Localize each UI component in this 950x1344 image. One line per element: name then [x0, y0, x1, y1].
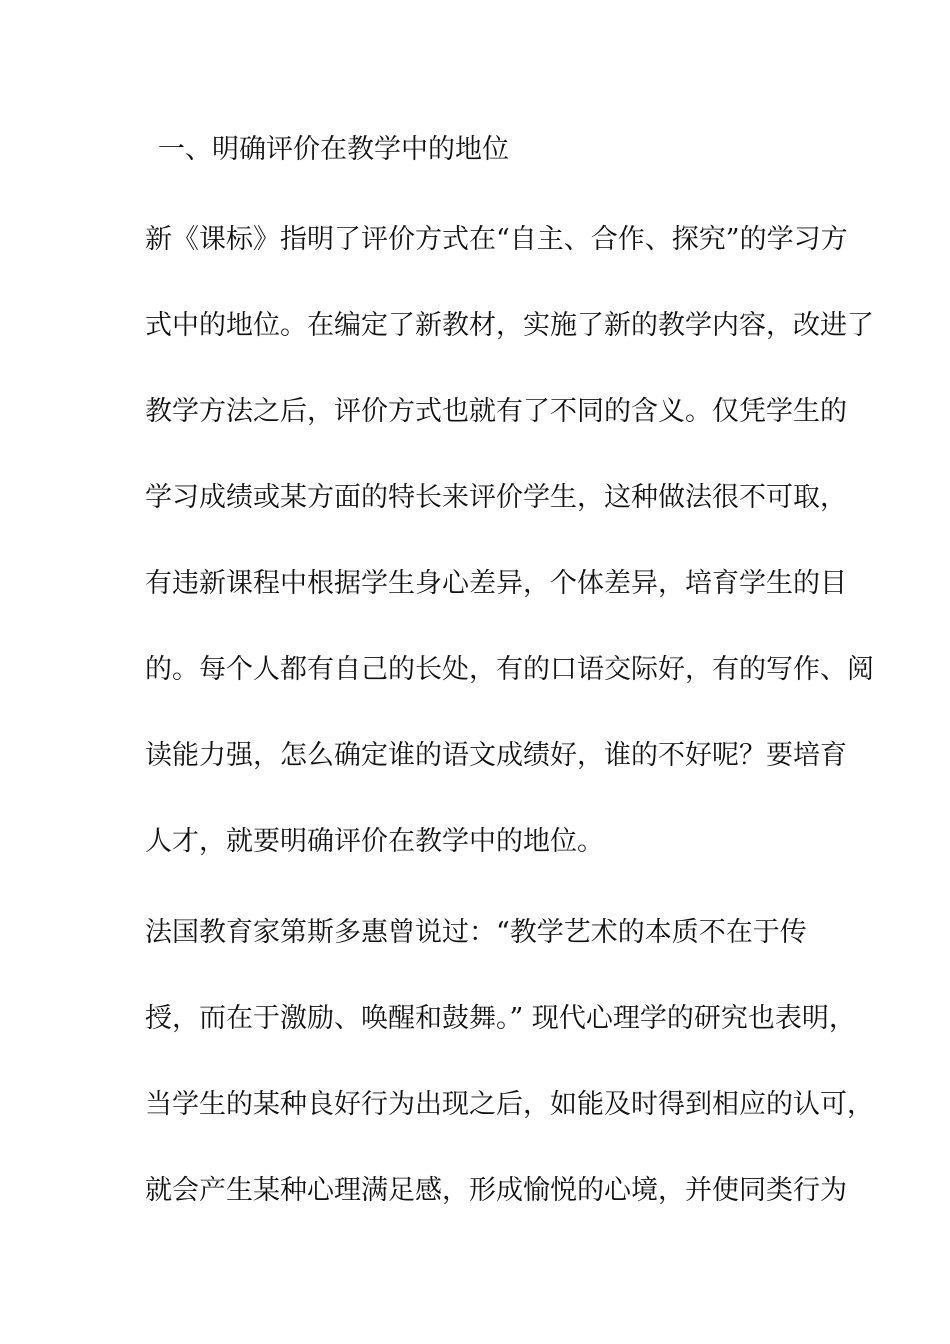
paragraph-line: 就会产生某种心理满足感，形成愉悦的心境，并使同类行为: [145, 1175, 847, 1206]
paragraph-line: 学习成绩或某方面的特长来评价学生，这种做法很不可取，: [145, 482, 847, 513]
section-heading: 一、明确评价在教学中的地位: [158, 134, 509, 165]
paragraph-line: 人才，就要明确评价在教学中的地位。: [145, 826, 604, 857]
paragraph-line: 式中的地位。在编定了新教材，实施了新的教学内容，改进了: [145, 310, 874, 341]
paragraph-line: 读能力强，怎么确定谁的语文成绩好，谁的不好呢？要培育: [145, 740, 847, 771]
paragraph-line: 有违新课程中根据学生身心差异，个体差异，培育学生的目: [145, 568, 847, 599]
paragraph-line: 教学方法之后，评价方式也就有了不同的含义。仅凭学生的: [145, 396, 847, 427]
paragraph-line: 法国教育家第斯多惠曾说过：“教学艺术的本质不在于传: [145, 917, 807, 948]
paragraph-line: 的。每个人都有自己的长处，有的口语交际好，有的写作、阅: [145, 654, 874, 685]
paragraph-line: 授，而在于激励、唤醒和鼓舞。” 现代心理学的研究也表明，: [145, 1003, 856, 1034]
paragraph-line: 当学生的某种良好行为出现之后，如能及时得到相应的认可，: [145, 1089, 874, 1120]
paragraph-line: 新《课标》指明了评价方式在“自主、合作、探究”的学习方: [145, 224, 848, 255]
